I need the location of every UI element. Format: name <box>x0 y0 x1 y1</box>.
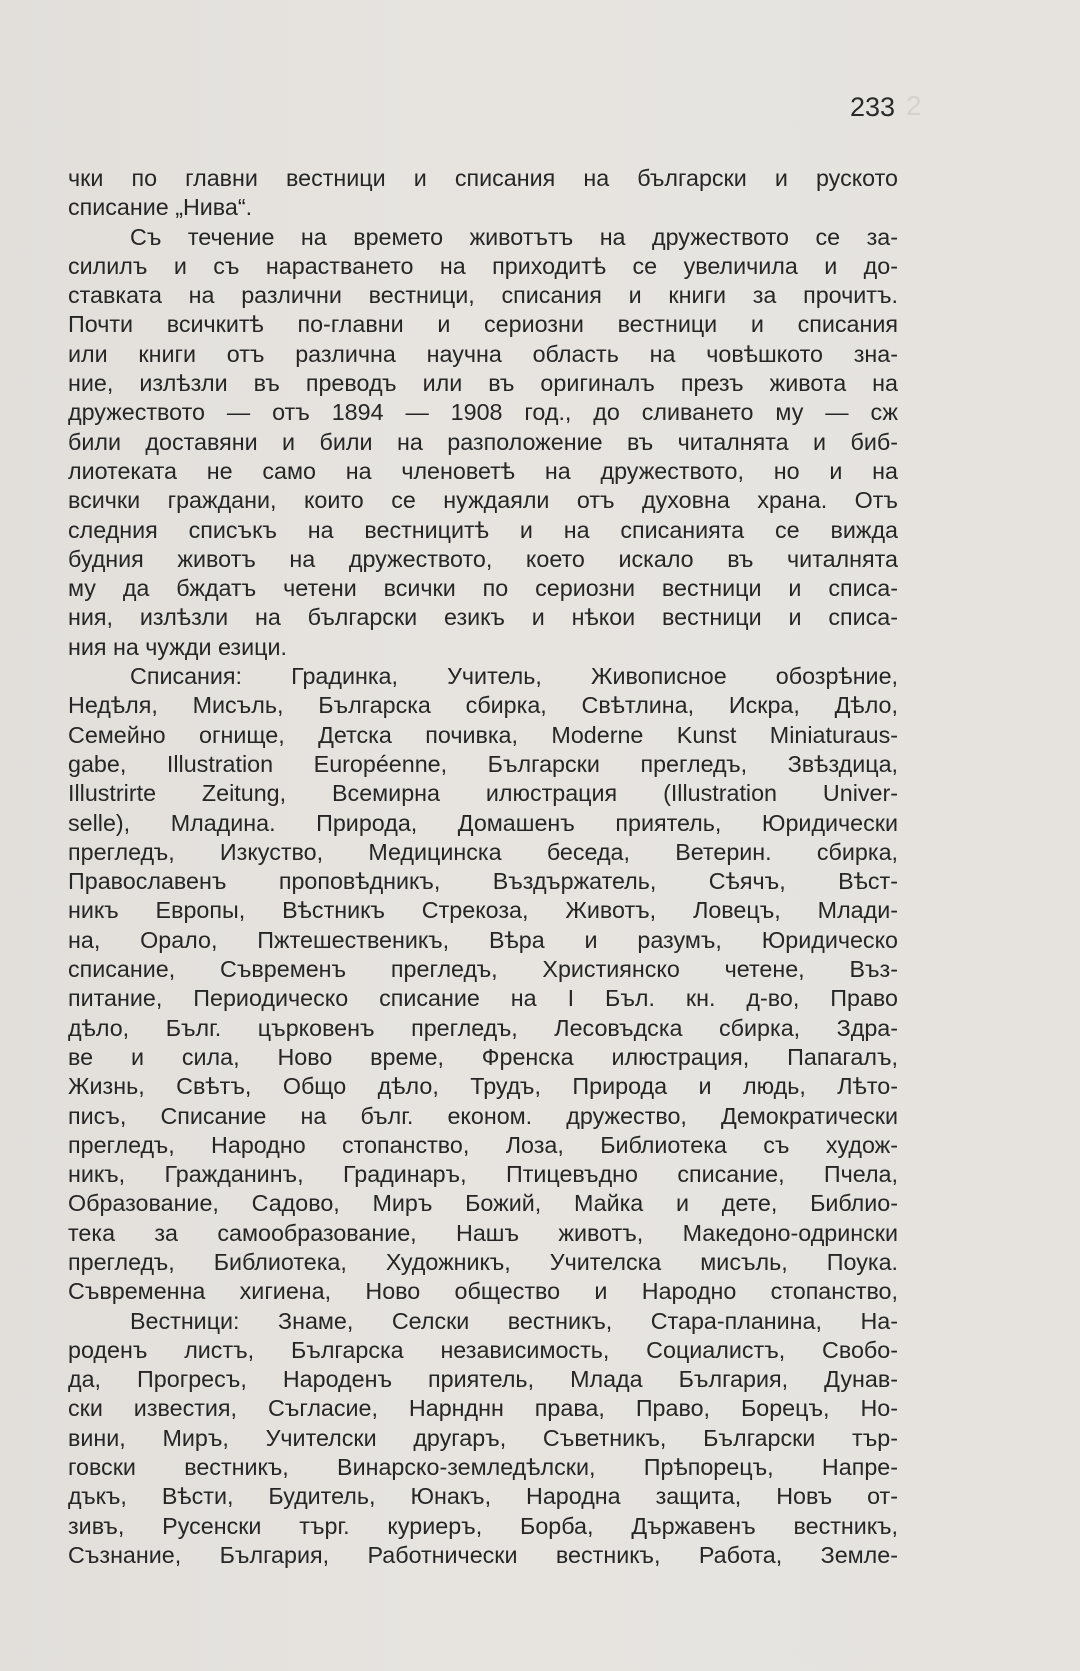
text-line: Почти всичкитѣ по-главни и сериозни вестници и списания <box>68 311 898 338</box>
text-line: ние, излѣзли въ преводъ или въ оригиналъ презъ живота на <box>68 370 898 397</box>
text-line: ски известия, Съгласие, Нарнднн права, Право, Борецъ, Но- <box>68 1395 898 1422</box>
text-line: лиотеката не само на членоветѣ на дружеството, но и на <box>68 457 898 484</box>
text-line: Семейно огнище, Детска почивка, Moderne Kunst Miniaturaus- <box>68 721 898 748</box>
text-line: били доставяни и били на разположение въ читалнята и биб- <box>68 428 898 455</box>
paragraph-first-line: Списания: Градинка, Учитель, Живописное обозрѣние, <box>130 663 898 690</box>
text-line: Православенъ проповѣдникъ, Въздържатель, Сѣячъ, Вѣст- <box>68 868 898 895</box>
text-line: ния, излѣзли на български езикъ и нѣкои вестници и списа- <box>68 604 898 631</box>
text-line: говски вестникъ, Винарско-земледѣлски, Прѣпорецъ, Напре- <box>68 1454 898 1481</box>
text-line: дѣло, Бълг. църковенъ прегледъ, Лесовъдска сбирка, Здра- <box>68 1014 898 1041</box>
text-line: му да бждатъ четени всички по сериозни вестници и списа- <box>68 575 898 602</box>
text-line: Illustrirte Zeitung, Всемирна илюстрация (Illustration Univer- <box>68 780 898 807</box>
text-line: тека за самообразование, Нашъ животъ, Македоно-одрински <box>68 1219 898 1246</box>
text-line: прегледъ, Библиотека, Художникъ, Учителска мисъль, Поука. <box>68 1248 898 1275</box>
text-line: да, Прогресъ, Народенъ приятель, Млада България, Дунав- <box>68 1366 898 1393</box>
text-line: прегледъ, Народно стопанство, Лоза, Библиотека съ худож- <box>68 1131 898 1158</box>
body-text <box>68 164 898 1570</box>
page-number: 233 <box>850 92 896 122</box>
text-line: gabe, Illustration Européenne, Български прегледъ, Звѣздица, <box>68 750 898 777</box>
text-line: силилъ и съ нарастването на приходитѣ се увеличила и до- <box>68 252 898 279</box>
text-line: никъ Европы, Вѣстникъ Стрекоза, Животъ, Ловецъ, Млади- <box>68 897 898 924</box>
text-line: следния списъкъ на вестницитѣ и на списанията се вижда <box>68 516 898 543</box>
text-line: вини, Миръ, Учителски другаръ, Съветникъ, Български тър- <box>68 1424 898 1451</box>
paragraph-first-line: Съ течение на времето животътъ на дружеството се за- <box>130 223 898 250</box>
text-line: зивъ, Русенски търг. куриеръ, Борба, Държавенъ вестникъ, <box>68 1512 898 1539</box>
text-line: Съзнание, България, Работнически вестникъ, Работа, Земле- <box>68 1541 898 1568</box>
text-line: или книги отъ различна научна область на човѣшкото зна- <box>68 340 898 367</box>
text-line: будния животъ на дружеството, което искало въ читалнята <box>68 545 898 572</box>
text-line: роденъ листъ, Българска независимость, Социалистъ, Свобо- <box>68 1336 898 1363</box>
text-line: прегледъ, Изкуство, Медицинска беседа, Ветерин. сбирка, <box>68 838 898 865</box>
text-line: Недѣля, Мисъль, Българска сбирка, Свѣтлина, Искра, Дѣло, <box>68 692 898 719</box>
bleed-through-page-number: 2 <box>906 90 922 121</box>
text-line: дъкъ, Вѣсти, Будитель, Юнакъ, Народна защита, Новъ от- <box>68 1483 898 1510</box>
text-line: ве и сила, Ново време, Френска илюстрация, Папагалъ, <box>68 1043 898 1070</box>
text-line: дружеството — отъ 1894 — 1908 год., до сливането му — сж <box>68 399 898 426</box>
text-line: selle), Младина. Природа, Домашенъ приятель, Юридически <box>68 809 898 836</box>
text-line: всички граждани, които се нуждаяли отъ духовна храна. Отъ <box>68 487 898 514</box>
text-line: списание „Нива“. <box>68 194 253 221</box>
text-line: Съвременна хигиена, Ново общество и Народно стопанство, <box>68 1278 898 1305</box>
paragraph-first-line: Вестници: Знаме, Селски вестникъ, Стара-планина, На- <box>130 1307 898 1334</box>
text-line: на, Орало, Пжтешественикъ, Вѣра и разумъ, Юридическо <box>68 926 898 953</box>
text-line: никъ, Гражданинъ, Градинаръ, Птицевъдно списание, Пчела, <box>68 1161 898 1188</box>
text-line: Жизнь, Свѣтъ, Общо дѣло, Трудъ, Природа и людь, Лѣто- <box>68 1073 898 1100</box>
text-line: ния на чужди езици. <box>68 633 287 660</box>
text-line: писъ, Списание на бълг. економ. дружество, Демократически <box>68 1102 898 1129</box>
text-line: питание, Периодическо списание на I Бъл. кн. д-во, Право <box>68 985 898 1012</box>
text-line: ставката на различни вестници, списания и книги за прочитъ. <box>68 282 898 309</box>
text-line: списание, Съвременъ прегледъ, Християнско четене, Въз- <box>68 956 898 983</box>
text-line: чки по главни вестници и списания на български и руското <box>68 165 898 191</box>
text-line: Образование, Садово, Миръ Божий, Майка и дете, Библио- <box>68 1190 898 1217</box>
